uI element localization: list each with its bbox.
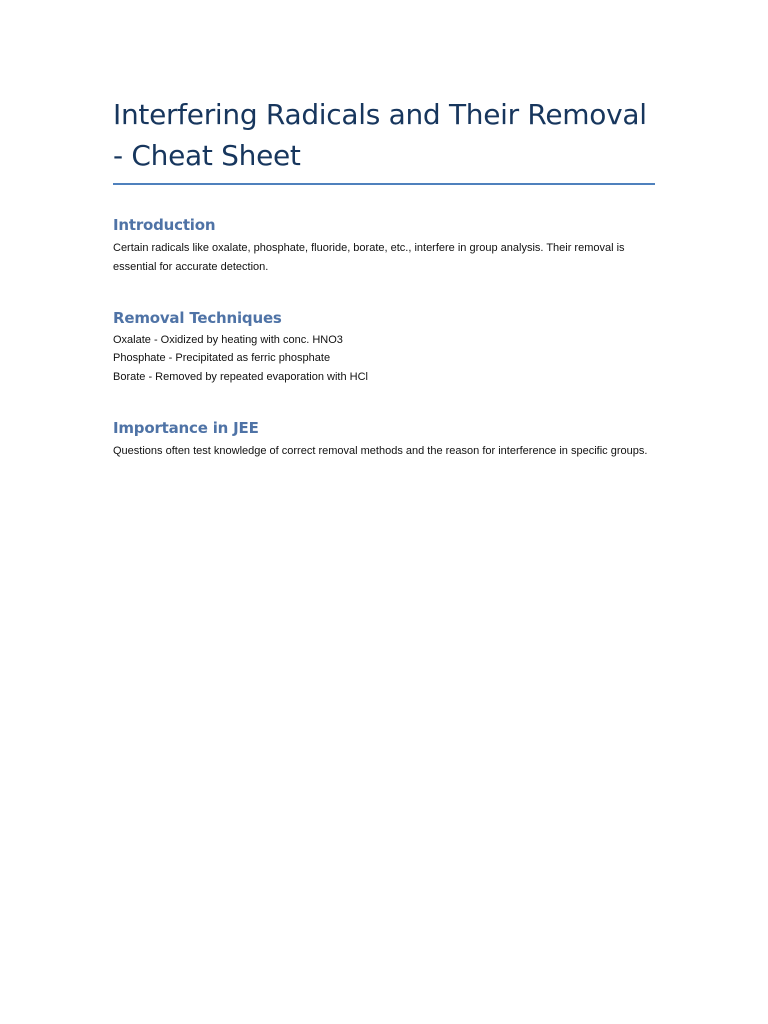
section-importance-in-jee bbox=[113, 418, 655, 461]
list-item: Phosphate - Precipitated as ferric phosphate bbox=[113, 352, 331, 365]
document-page bbox=[113, 94, 655, 460]
list-item: Borate - Removed by repeated evaporation with HCl bbox=[113, 370, 368, 383]
section-text-importance-in-jee: Questions often test knowledge of correct removal methods and the reason for interference in specific groups. bbox=[113, 444, 648, 457]
section-heading-introduction: Introduction bbox=[113, 216, 216, 234]
page-title: Interfering Radicals and Their Removal - Cheat Sheet bbox=[113, 94, 655, 185]
section-removal-techniques bbox=[113, 308, 655, 386]
list-item: Oxalate - Oxidized by heating with conc. HNO3 bbox=[113, 334, 343, 346]
section-heading-removal-techniques: Removal Techniques bbox=[113, 309, 282, 327]
section-heading-importance-in-jee: Importance in JEE bbox=[113, 418, 259, 437]
section-introduction bbox=[113, 215, 655, 276]
section-text-introduction: Certain radicals like oxalate, phosphate, fluoride, borate, etc., interfere in group analysis. Their removal is essential for accurate detection. bbox=[113, 242, 625, 273]
removal-techniques-list bbox=[113, 331, 655, 386]
